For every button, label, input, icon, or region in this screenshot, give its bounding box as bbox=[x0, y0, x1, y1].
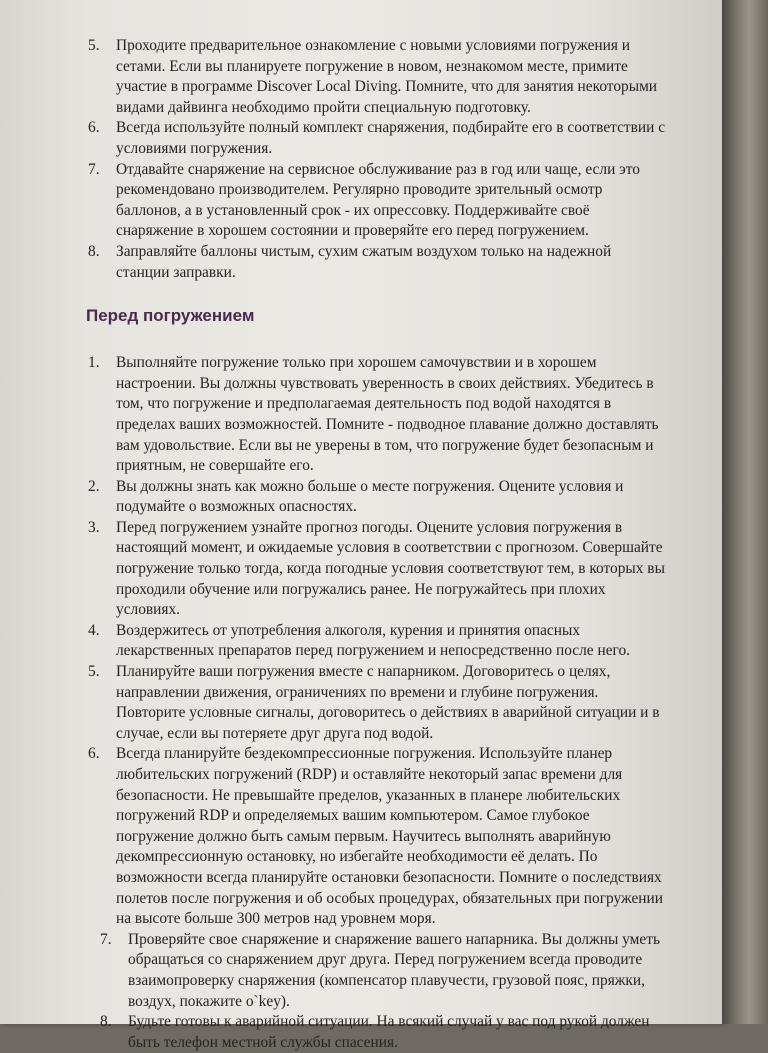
item-text: Планируйте ваши погружения вместе с напарником. Договоритесь о целях, направлении движения, ограничениях по времени и глубине погружения. Повторите условные сигналы, договоритесь о действиях в аварийной ситуации и в случае, если вы потеряете друг друга под водой. bbox=[116, 663, 660, 742]
item-number: 5. bbox=[88, 663, 100, 681]
item-number: 7. bbox=[88, 160, 100, 178]
section-heading: Перед погружением bbox=[86, 306, 255, 326]
list-item bbox=[82, 621, 666, 662]
item-text: Проходите предварительное ознакомление с новыми условиями погружения и сетами. Если вы планируете погружение в новом, незнакомом месте, примите участие в программе Discover Local Diving. Помните, что для занятия некоторыми видами дайвинга необходимо пройти специальную подготовку. bbox=[116, 37, 658, 116]
item-number: 6. bbox=[88, 745, 100, 763]
list-item bbox=[82, 242, 666, 283]
list-item bbox=[82, 518, 666, 621]
item-number: 8. bbox=[100, 1013, 112, 1031]
list-item bbox=[82, 160, 666, 242]
item-number: 8. bbox=[88, 242, 100, 260]
list-top bbox=[82, 36, 666, 283]
list-item bbox=[82, 477, 666, 518]
item-text: Вы должны знать как можно больше о месте погружения. Оцените условия и подумайте о возможных опасностях. bbox=[116, 477, 624, 516]
item-text: Проверяйте свое снаряжение и снаряжение вашего напарника. Вы должны уметь обращаться со снаряжением друг друга. Перед погружением всегда проводите взаимопроверку снаряжения (компенсатор плавучести, грузовой пояс, пряжки, воздух, покажите о`key). bbox=[128, 930, 660, 1010]
item-number: 4. bbox=[88, 621, 100, 639]
list-item bbox=[82, 662, 666, 744]
item-text: Выполняйте погружение только при хорошем самочувствии и в хорошем настроении. Вы должны чувствовать уверенность в своих действиях. Убедитесь в том, что погружение и предполагаемая деятельность под водой находятся в пределах ваших возможностей. Помните - подводное плавание должно доставлять вам удовольствие. Если вы не уверены в том, что погружение будет безопасным и приятным, не совершайте его. bbox=[116, 354, 659, 475]
item-text: Заправляйте баллоны чистым, сухим сжатым воздухом только на надежной станции заправки. bbox=[116, 242, 612, 281]
item-text: Всегда планируйте бездекомпрессионные погружения. Используйте планер любительских погружений (RDP) и оставляйте некоторый запас времени для безопасности. Не превышайте пределов, указанных в планере любительских погружений RDP и определяемых вашим компьютером. Самое глубокое погружение должно быть самым первым. Научитесь выполнять аварийную декомпрессионную остановку, но избегайте необходимости её делать. По возможности всегда планируйте остановки безопасности. Помните о последствиях полетов после погружения и об особых процедурах, обязательных при погружении на высоте больше 300 метров над уровнем моря. bbox=[116, 745, 664, 928]
list-bottom bbox=[82, 353, 666, 1053]
list-item bbox=[82, 118, 666, 159]
item-text: Отдавайте снаряжение на сервисное обслуживание раз в год или чаще, если это рекомендовано производителем. Регулярно проводите зрительный осмотр баллонов, а в установленный срок - их опрессовку. Поддерживайте своё снаряжение в хорошем состоянии и проверяйте его перед погружением. bbox=[116, 160, 640, 240]
list-item bbox=[82, 744, 666, 929]
list-item bbox=[82, 1012, 666, 1053]
item-number: 1. bbox=[88, 354, 100, 372]
item-text: Воздержитесь от употребления алкоголя, курения и принятия опасных лекарственных препаратов перед погружением и непосредственно после него. bbox=[116, 621, 631, 660]
item-number: 2. bbox=[88, 477, 100, 495]
book-gutter bbox=[722, 0, 768, 1024]
item-number: 3. bbox=[88, 518, 100, 536]
item-text: Перед погружением узнайте прогноз погоды. Оцените условия погружения в настоящий момент, и ожидаемые условия в соответствии с прогнозом. Совершайте погружение только тогда, когда погодные условия соответствуют тем, в которых вы проходили обучение или погружались ранее. Не погружайтесь при плохих условиях. bbox=[116, 518, 665, 619]
item-text: Всегда используйте полный комплект снаряжения, подбирайте его в соответствии с условиями погружения. bbox=[116, 119, 666, 157]
item-number: 5. bbox=[88, 37, 100, 54]
list-item bbox=[82, 353, 666, 477]
item-text: Будьте готовы к аварийной ситуации. На всякий случай у вас под рукой должен быть телефон местной службы спасения. bbox=[128, 1013, 650, 1051]
list-item bbox=[82, 36, 666, 118]
item-number: 6. bbox=[88, 119, 100, 137]
list-item bbox=[82, 930, 666, 1012]
item-number: 7. bbox=[100, 930, 112, 948]
page-content bbox=[82, 36, 666, 1053]
